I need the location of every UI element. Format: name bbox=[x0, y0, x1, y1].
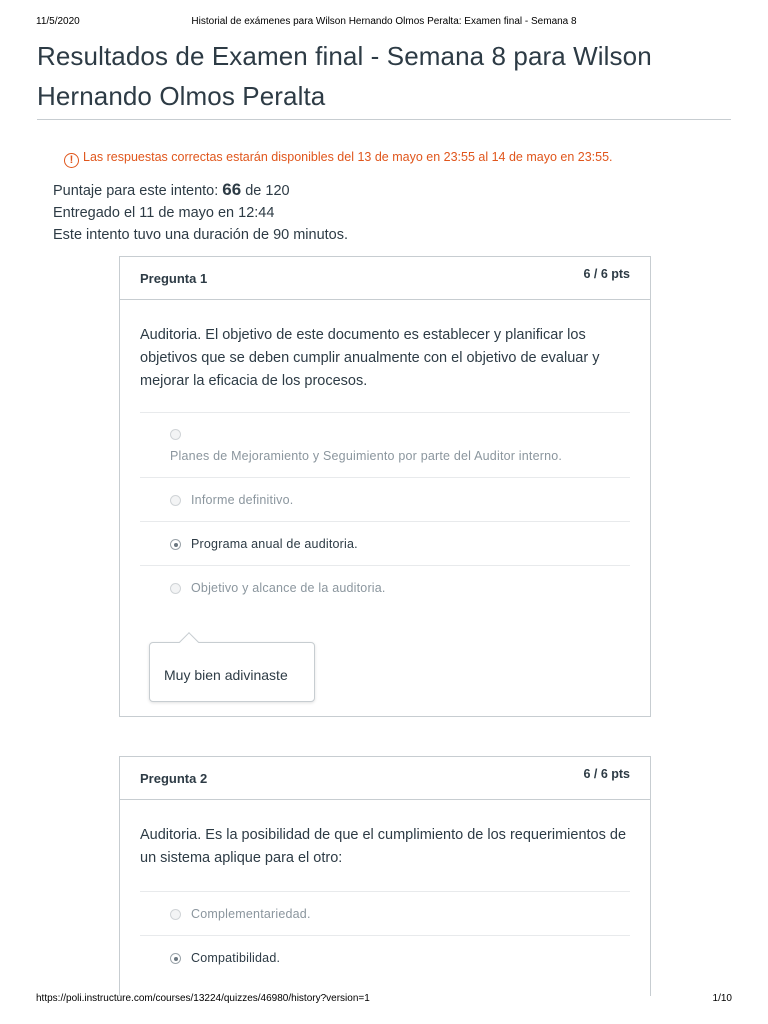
question-card bbox=[119, 256, 651, 717]
answer-option[interactable] bbox=[140, 412, 630, 477]
answer-label: Planes de Mejoramiento y Seguimiento por parte del Auditor interno. bbox=[170, 449, 563, 463]
answer-option[interactable] bbox=[140, 565, 630, 609]
title-divider bbox=[37, 119, 731, 120]
attempt-submitted: Entregado el 11 de mayo en 12:44 bbox=[53, 205, 275, 221]
answer-comment-text: Muy bien adivinaste bbox=[164, 667, 288, 683]
question-name: Pregunta 2 bbox=[140, 771, 208, 786]
answer-option[interactable] bbox=[140, 477, 630, 521]
attempt-score bbox=[53, 179, 348, 202]
attempt-duration: Este intento tuvo una duración de 90 minutos. bbox=[53, 227, 349, 243]
question-points: 6 / 6 pts bbox=[583, 267, 630, 281]
answers-availability-notice bbox=[64, 149, 613, 168]
question-text: Auditoria. Es la posibilidad de que el cumplimiento de los requerimientos de un sistema aplique para el otro: bbox=[140, 827, 627, 866]
question-card bbox=[119, 756, 651, 996]
score-label: Puntaje para este intento: bbox=[53, 183, 223, 199]
answer-option-selected[interactable] bbox=[140, 935, 630, 979]
print-footer bbox=[36, 993, 732, 1007]
score-value: 66 bbox=[222, 180, 242, 199]
answer-list bbox=[140, 412, 630, 609]
attempt-summary bbox=[53, 179, 348, 246]
radio-button[interactable] bbox=[170, 495, 181, 506]
radio-button[interactable] bbox=[170, 583, 181, 594]
question-text: Auditoria. El objetivo de este documento es establecer y planificar los objetivos que se deben cumplir anualmente con el objetivo de evaluar y mejorar la eficacia de los procesos. bbox=[140, 327, 600, 389]
answer-label: Programa anual de auditoria. bbox=[191, 537, 358, 551]
print-date: 11/5/2020 bbox=[36, 16, 80, 27]
radio-button[interactable] bbox=[170, 909, 181, 920]
question-points: 6 / 6 pts bbox=[583, 767, 630, 781]
notice-text: Las respuestas correctas estarán disponibles del 13 de mayo en 23:55 al 14 de mayo en 23:55. bbox=[83, 150, 613, 164]
radio-button-selected[interactable] bbox=[170, 539, 181, 550]
alert-circle-icon: ! bbox=[64, 153, 79, 168]
answer-label: Compatibilidad. bbox=[191, 951, 281, 965]
radio-button-selected[interactable] bbox=[170, 953, 181, 964]
answer-list bbox=[140, 891, 630, 979]
radio-button[interactable] bbox=[170, 429, 181, 440]
answer-label: Complementariedad. bbox=[191, 907, 311, 921]
answer-label: Objetivo y alcance de la auditoria. bbox=[191, 581, 386, 595]
print-url: https://poli.instructure.com/courses/13224/quizzes/46980/history?version=1 bbox=[36, 993, 370, 1004]
answer-option-selected[interactable] bbox=[140, 521, 630, 565]
print-page-number: 1/10 bbox=[712, 993, 732, 1004]
question-header bbox=[120, 757, 650, 800]
question-name: Pregunta 1 bbox=[140, 271, 208, 286]
answer-option[interactable] bbox=[140, 891, 630, 935]
score-suffix: de 120 bbox=[241, 183, 290, 199]
print-doc-title: Historial de exámenes para Wilson Hernando Olmos Peralta: Examen final - Semana 8 bbox=[191, 16, 577, 27]
page-title: Resultados de Examen final - Semana 8 para Wilson Hernando Olmos Peralta bbox=[37, 41, 652, 111]
answer-label: Informe definitivo. bbox=[191, 493, 294, 507]
answer-comment-bubble bbox=[149, 642, 315, 702]
print-header bbox=[36, 16, 732, 30]
question-header bbox=[120, 257, 650, 300]
